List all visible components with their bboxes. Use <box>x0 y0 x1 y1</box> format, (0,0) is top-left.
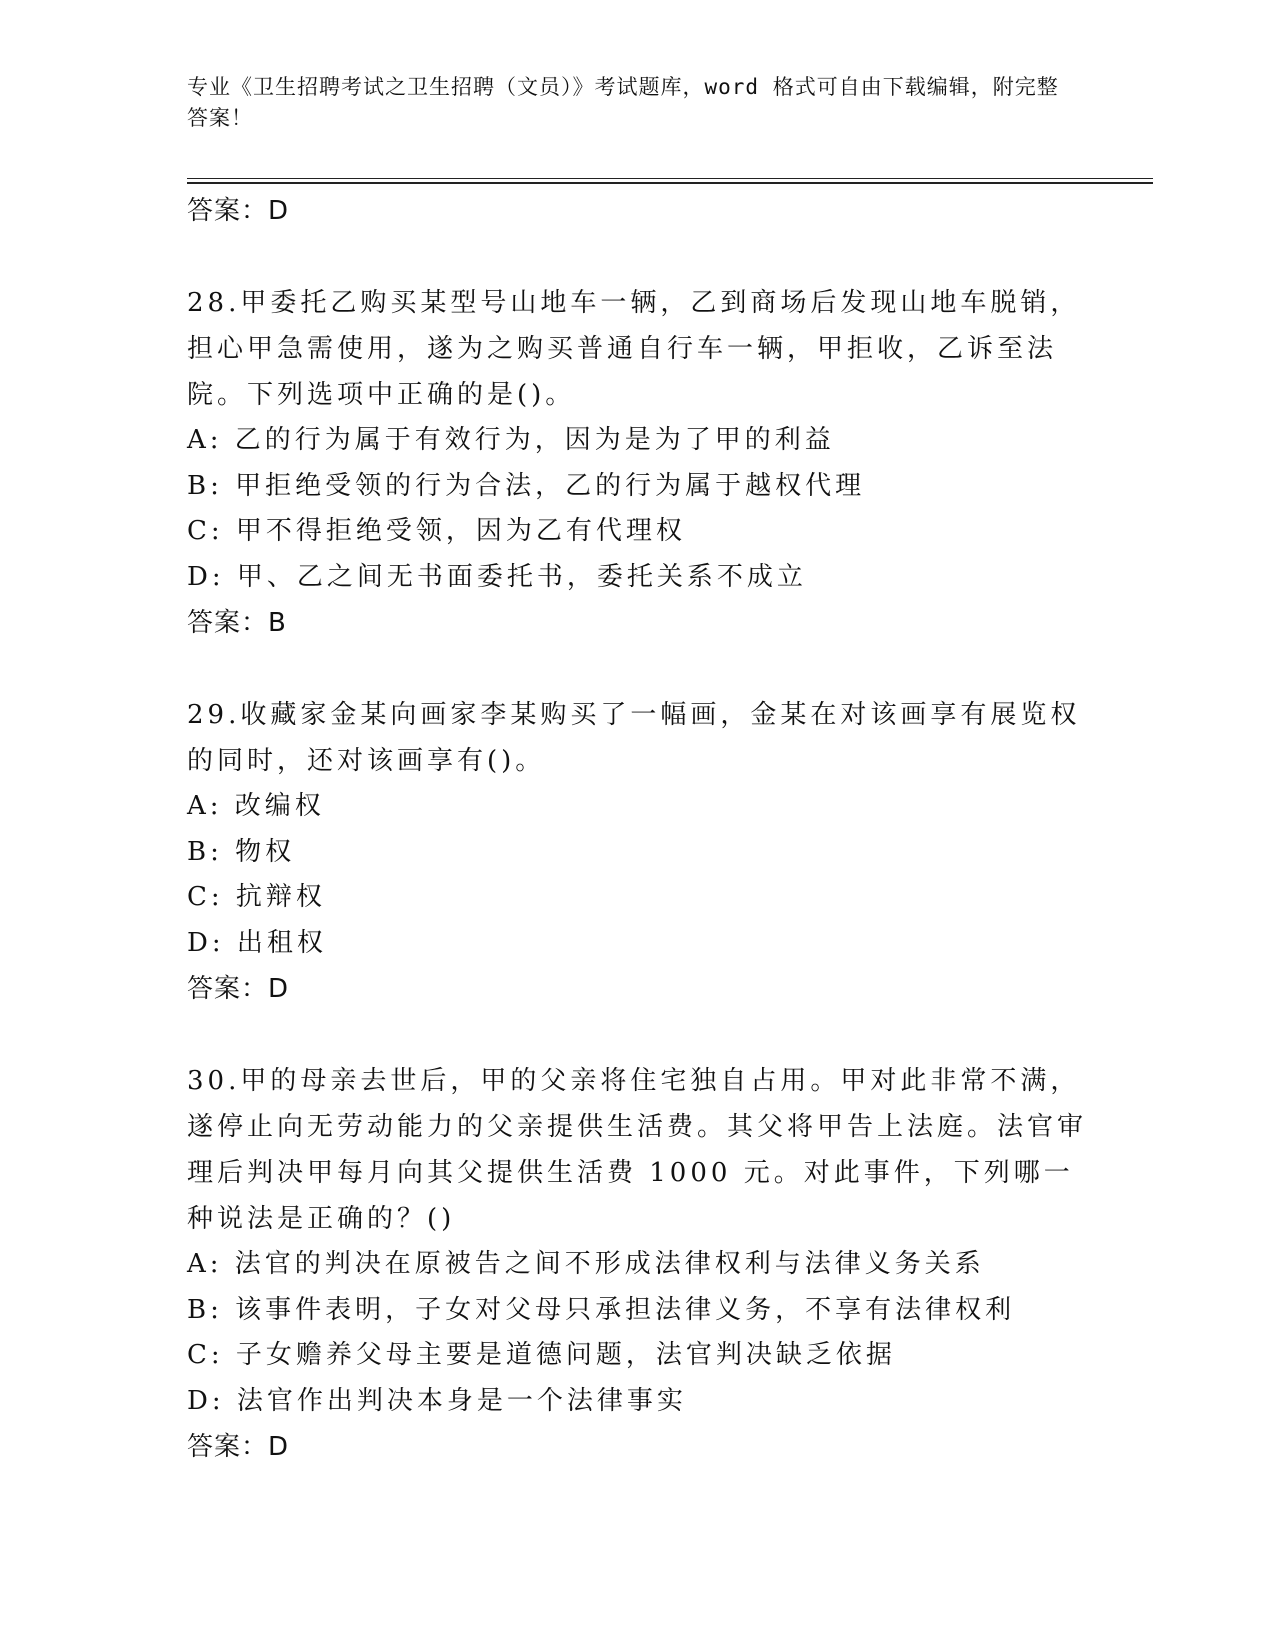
option-b: B: 甲拒绝受领的行为合法，乙的行为属于越权代理 <box>187 470 866 501</box>
question-stem: 29.收藏家金某向画家李某购买了一幅画，金某在对该画享有展览权的同时，还对该画享有()。 <box>187 700 1081 776</box>
header-divider-thin <box>187 178 1153 179</box>
answer-text: 答案：B <box>187 608 287 638</box>
answer-text: 答案：D <box>187 196 290 226</box>
option-d: D: 出租权 <box>187 927 327 958</box>
option-d: D: 甲、乙之间无书面委托书，委托关系不成立 <box>187 561 807 592</box>
document-body <box>187 188 1087 1470</box>
option-b: B: 该事件表明，子女对父母只承担法律义务，不享有法律权利 <box>187 1294 1016 1325</box>
question-29 <box>187 692 1087 1012</box>
page-header: 专业《卫生招聘考试之卫生招聘（文员）》考试题库，word 格式可自由下载编辑，附完整答案！ <box>187 75 1059 130</box>
option-a: A: 改编权 <box>187 791 325 821</box>
option-c: C: 甲不得拒绝受领，因为乙有代理权 <box>187 516 686 546</box>
question-stem: 28.甲委托乙购买某型号山地车一辆，乙到商场后发现山地车脱销，担心甲急需使用，遂为之购买普通自行车一辆，甲拒收，乙诉至法院。下列选项中正确的是()。 <box>187 288 1081 410</box>
question-30 <box>187 1058 1087 1470</box>
option-d: D: 法官作出判决本身是一个法律事实 <box>187 1385 687 1416</box>
question-28 <box>187 280 1087 646</box>
option-b: B: 物权 <box>187 836 296 867</box>
option-a: A: 乙的行为属于有效行为，因为是为了甲的利益 <box>187 425 835 455</box>
header-divider-thick <box>187 182 1153 184</box>
option-a: A: 法官的判决在原被告之间不形成法律权利与法律义务关系 <box>187 1249 985 1279</box>
option-c: C: 抗辩权 <box>187 882 326 912</box>
answer-text: 答案：D <box>187 974 290 1004</box>
question-stem: 30.甲的母亲去世后，甲的父亲将住宅独自占用。甲对此非常不满，遂停止向无劳动能力的父亲提供生活费。其父将甲告上法庭。法官审理后判决甲每月向其父提供生活费 1000 元。对此事件，下列哪一种说法是正确的？() <box>187 1066 1088 1234</box>
answer-text: 答案：D <box>187 1432 290 1462</box>
option-c: C: 子女赡养父母主要是道德问题，法官判决缺乏依据 <box>187 1340 896 1370</box>
